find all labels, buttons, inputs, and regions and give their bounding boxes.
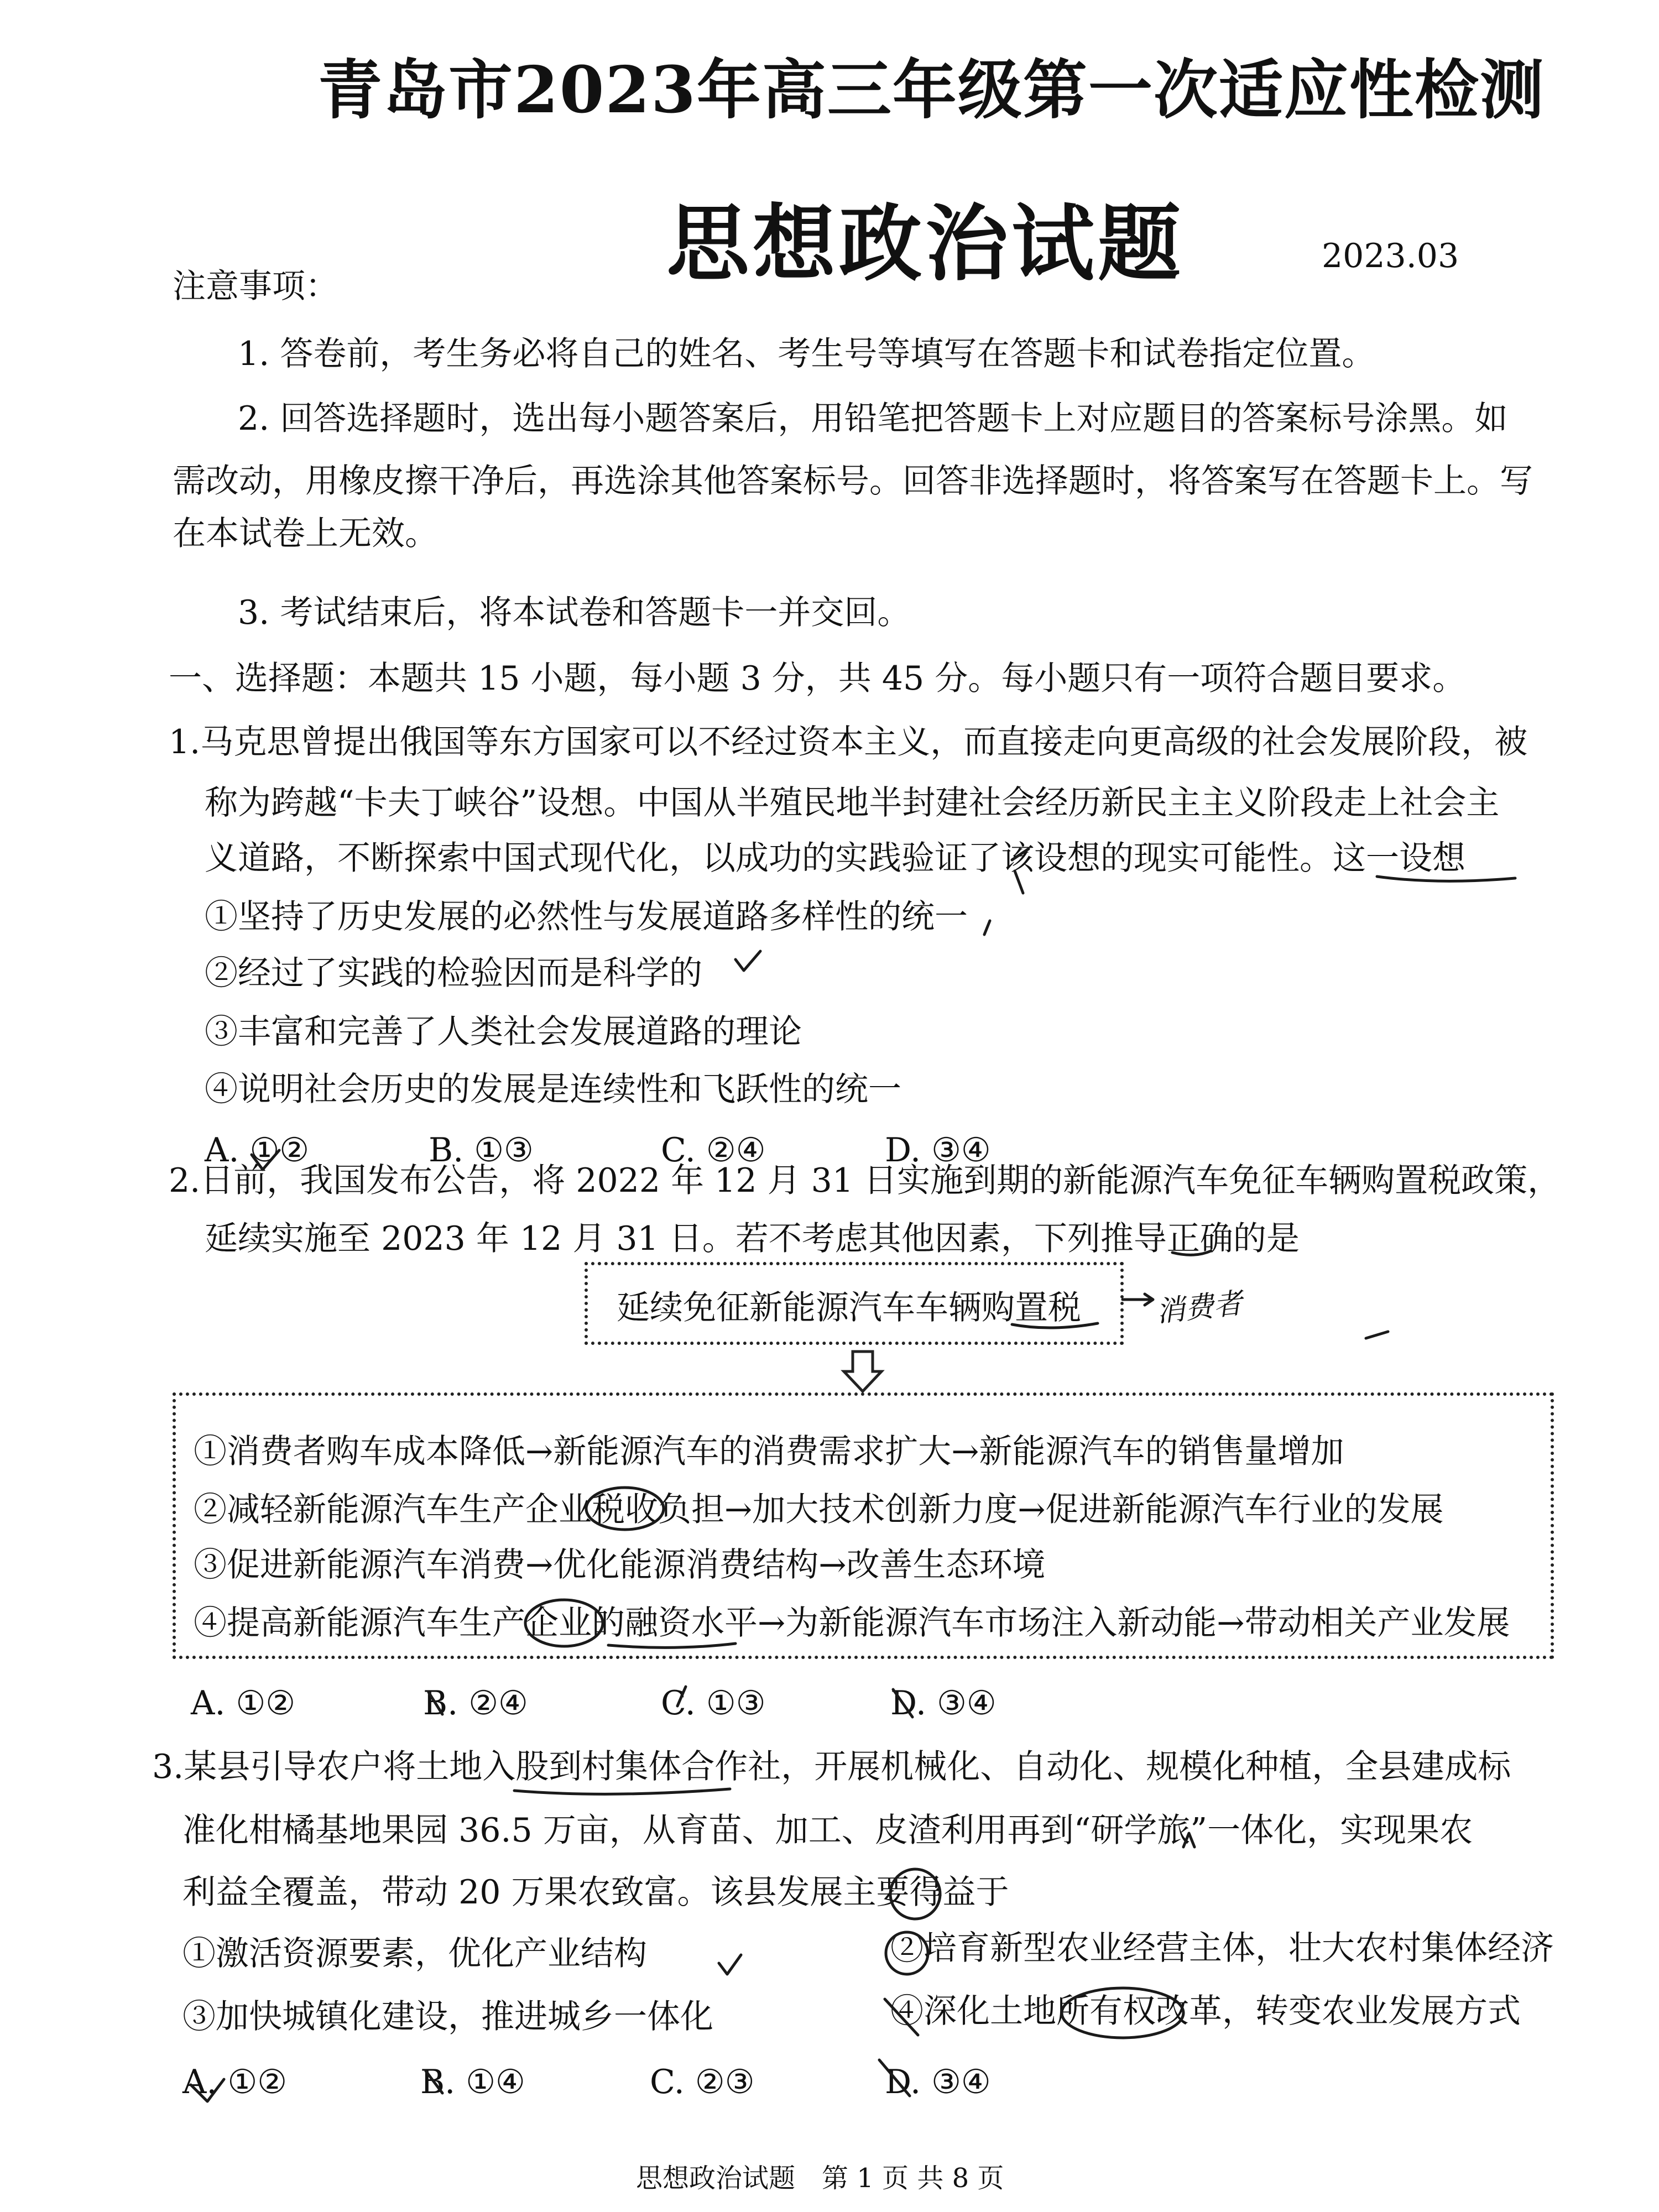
q3-statement-2: ②培育新型农业经营主体，壮大农村集体经济 [890, 1929, 1554, 1968]
pen-tick-mark [984, 921, 990, 935]
q3-option-d: D. ③④ [885, 2063, 991, 2101]
notice-item-2-end: 在本试卷上无效。 [173, 514, 438, 553]
q1-option-a: A. ①② [205, 1131, 310, 1170]
notice-item-2: 2. 回答选择题时，选出每小题答案后，用铅笔把答题卡上对应题目的答案标号涂黑。如 [238, 399, 1508, 438]
check-mark-icon [719, 1955, 741, 1974]
arrow-right-icon [1123, 1294, 1153, 1305]
section-heading: 一、选择题：本题共 15 小题，每小题 3 分，共 45 分。每小题只有一项符合题目要求。 [169, 659, 1466, 698]
notice-item-3: 3. 考试结束后，将本试卷和答题卡一并交回。 [238, 593, 911, 632]
q1-stem-line-2: 称为跨越“卡夫丁峡谷”设想。中国从半殖民地半封建社会经历新民主主义阶段走上社会主 [205, 784, 1500, 822]
down-arrow-icon [841, 1349, 885, 1394]
underline-mark [514, 1789, 730, 1794]
q2-option-a: A. ①② [191, 1684, 296, 1723]
q1-statement-1: ①坚持了历史发展的必然性与发展道路多样性的统一 [205, 898, 968, 936]
notice-heading: 注意事项： [173, 267, 338, 306]
exam-title: 青岛市2023年高三年级第一次适应性检测 [318, 53, 1545, 128]
q2-chain-1: ①消费者购车成本降低→新能源汽车的消费需求扩大→新能源汽车的销售量增加 [194, 1432, 1344, 1471]
q2-option-b: B. ②④ [423, 1684, 528, 1723]
q2-option-d: D. ③④ [890, 1684, 997, 1723]
notice-item-1: 1. 答卷前，考生务必将自己的姓名、考生号等填写在答题卡和试卷指定位置。 [238, 335, 1375, 373]
q3-statement-1: ①激活资源要素，优化产业结构 [182, 1934, 647, 1973]
q3-statement-3: ③加快城镇化建设，推进城乡一体化 [182, 1997, 713, 2036]
pen-tick-mark [1366, 1332, 1388, 1338]
q1-option-d: D. ③④ [885, 1131, 991, 1170]
q1-option-c: C. ②④ [661, 1131, 766, 1170]
q2-option-c: C. ①③ [661, 1684, 766, 1723]
q1-statement-4: ④说明社会历史的发展是连续性和飞跃性的统一 [205, 1070, 901, 1109]
q1-stem-line-1: 1.马克思曾提出俄国等东方国家可以不经过资本主义，而直接走向更高级的社会发展阶段，被 [169, 723, 1528, 761]
notice-item-2-cont: 需改动，用橡皮擦干净后，再选涂其他答案标号。回答非选择题时，将答案写在答题卡上。写 [173, 462, 1533, 500]
q2-chain-3: ③促进新能源汽车消费→优化能源消费结构→改善生态环境 [194, 1546, 1046, 1584]
q2-stem-line-1: 2.日前，我国发布公告，将 2022 年 12 月 31 日实施到期的新能源汽车免征车辆购置税政策， [169, 1161, 1561, 1200]
q1-option-b: B. ①③ [429, 1131, 534, 1170]
q1-statement-3: ③丰富和完善了人类社会发展道路的理论 [205, 1013, 802, 1051]
q3-statement-4: ④深化土地所有权改革，转变农业发展方式 [890, 1992, 1521, 2031]
handwritten-note: 消费者 [1154, 1286, 1244, 1329]
q1-stem-line-3: 义道路，不断探索中国式现代化，以成功的实践验证了该设想的现实可能性。这一设想 [205, 839, 1465, 878]
q3-option-c: C. ②③ [650, 2063, 755, 2101]
exam-subtitle: 思想政治试题 [666, 195, 1185, 293]
q2-chain-4: ④提高新能源汽车生产企业的融资水平→为新能源汽车市场注入新动能→带动相关产业发展 [194, 1604, 1510, 1642]
q1-statement-2: ②经过了实践的检验因而是科学的 [205, 954, 702, 993]
q2-policy-text: 延续免征新能源汽车车辆购置税 [617, 1288, 1081, 1327]
q2-chain-2: ②减轻新能源汽车生产企业税收负担→加大技术创新力度→促进新能源汽车行业的发展 [194, 1490, 1444, 1529]
q3-stem-line-2: 准化柑橘基地果园 36.5 万亩，从育苗、加工、皮渣利用再到“研学旅”一体化，实现果农 [182, 1811, 1473, 1850]
page-footer: 思想政治试题 第 1 页 共 8 页 [636, 2163, 1004, 2194]
q3-stem-line-3: 利益全覆盖，带动 20 万果农致富。该县发展主要得益于 [182, 1873, 1009, 1912]
q3-option-a: A. ①② [182, 2063, 288, 2101]
check-mark-icon [735, 951, 760, 971]
q3-stem-line-1: 3.某县引导农户将土地入股到村集体合作社，开展机械化、自动化、规模化种植，全县建成标 [152, 1747, 1511, 1786]
q2-stem-line-2: 延续实施至 2023 年 12 月 31 日。若不考虑其他因素，下列推导正确的是 [205, 1219, 1300, 1258]
exam-date: 2023.03 [1322, 237, 1459, 275]
q3-option-b: B. ①④ [420, 2063, 525, 2101]
